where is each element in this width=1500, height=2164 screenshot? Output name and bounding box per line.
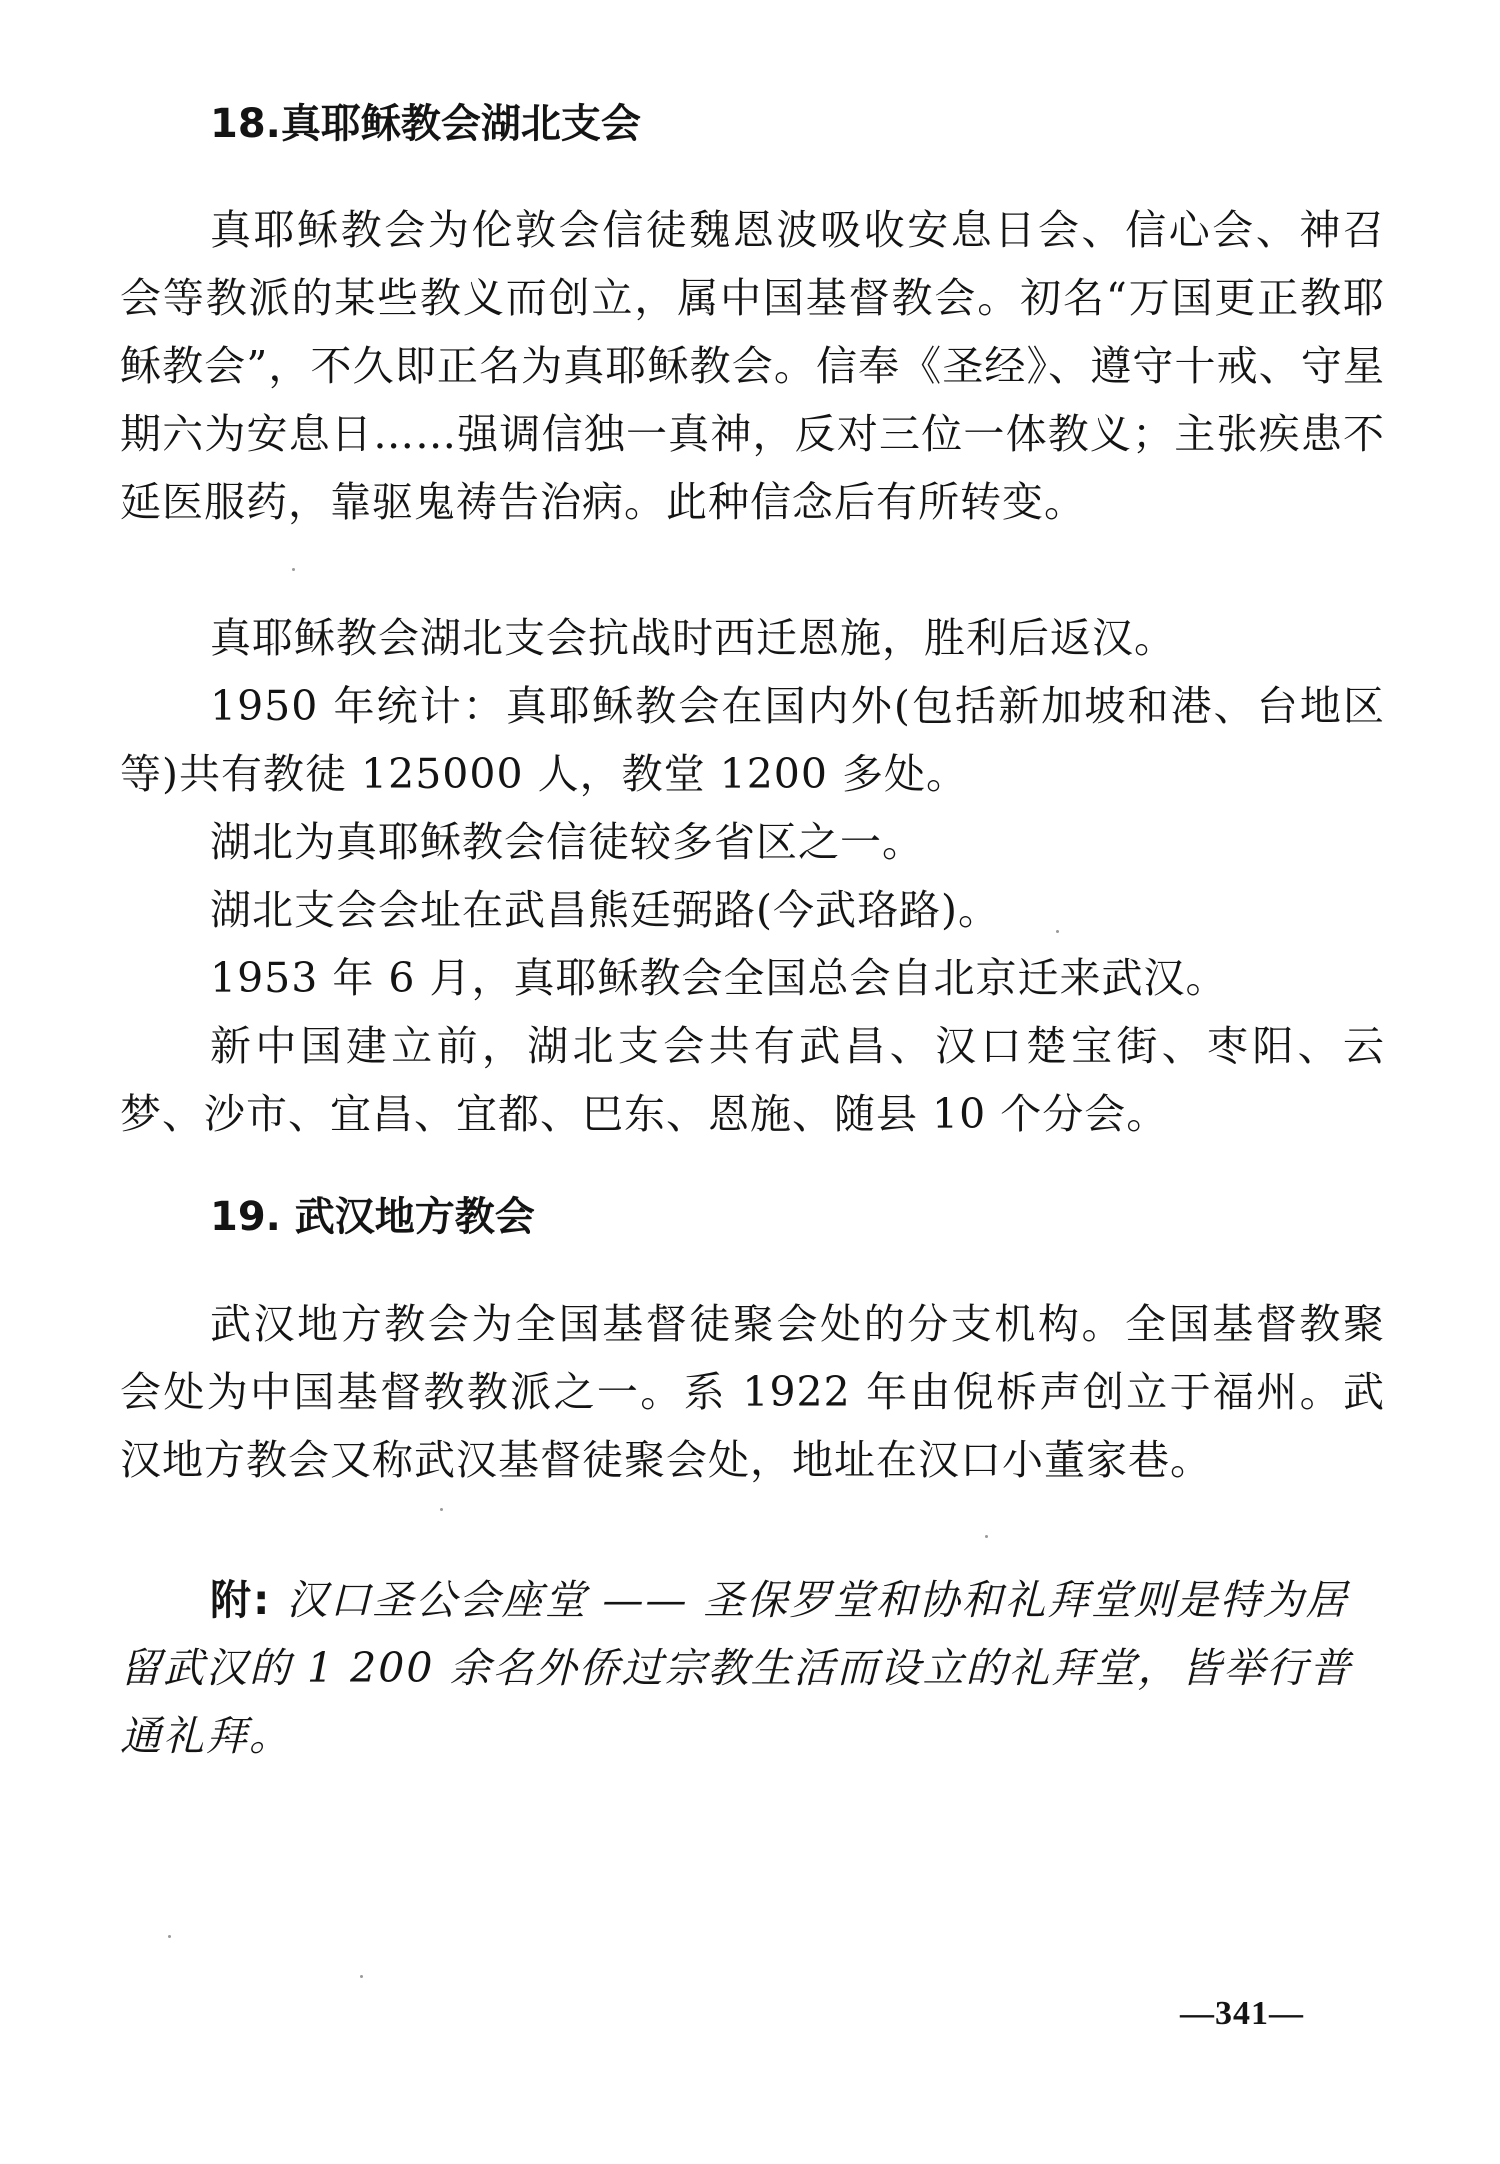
section-18-paragraph-intro: 真耶稣教会为伦敦会信徒魏恩波吸收安息日会、信心会、神召会等教派的某些教义而创立，属中国基督教会。初名“万国更正教耶稣教会”，不久即正名为真耶稣教会。信奉《圣经》、遵守十戒、守星期六为安息日……强调信独一真神，反对三位一体教义；主张疾患不延医服药，靠驱鬼祷告治病。此种信念后有所转变。 <box>120 206 1385 526</box>
section-18-paragraph-relocation: 真耶稣教会湖北支会抗战时西迁恩施，胜利后返汉。 <box>210 614 1176 662</box>
section-18-paragraph-address: 湖北支会会址在武昌熊廷弼路(今武珞路)。 <box>210 886 1000 934</box>
section-18-paragraph-branches: 新中国建立前，湖北支会共有武昌、汉口楚宝街、枣阳、云梦、沙市、宜昌、宜都、巴东、恩施、随县 10 个分会。 <box>120 1022 1385 1138</box>
appendix-text: 汉口圣公会座堂 —— 圣保罗堂和协和礼拜堂则是特为居留武汉的 1 200 余名外侨过宗教生活而设立的礼拜堂，皆举行普通礼拜。 <box>120 1576 1353 1760</box>
appendix-note <box>120 1566 1385 1770</box>
section-18-heading: 18.真耶稣教会湖北支会 <box>210 101 641 147</box>
page-number: —341— <box>1180 1995 1304 2032</box>
section-18-paragraph-1953: 1953 年 6 月，真耶稣教会全国总会自北京迁来武汉。 <box>210 954 1228 1002</box>
section-19-heading: 19. 武汉地方教会 <box>210 1194 535 1240</box>
scan-speck <box>292 568 295 571</box>
scan-speck <box>168 1935 171 1938</box>
scan-speck <box>440 1508 443 1511</box>
scan-speck <box>985 1535 988 1538</box>
section-18-paragraph-hubei: 湖北为真耶稣教会信徒较多省区之一。 <box>210 818 924 866</box>
appendix-label: 附: <box>210 1576 272 1624</box>
section-18-paragraph-statistics: 1950 年统计：真耶稣教会在国内外(包括新加坡和港、台地区等)共有教徒 125000 人，教堂 1200 多处。 <box>120 682 1385 798</box>
section-19-paragraph: 武汉地方教会为全国基督徒聚会处的分支机构。全国基督教聚会处为中国基督教教派之一。系 1922 年由倪柝声创立于福州。武汉地方教会又称武汉基督徒聚会处，地址在汉口小董家巷。 <box>120 1300 1385 1484</box>
scan-speck <box>360 1975 363 1978</box>
scan-speck <box>1056 930 1059 933</box>
